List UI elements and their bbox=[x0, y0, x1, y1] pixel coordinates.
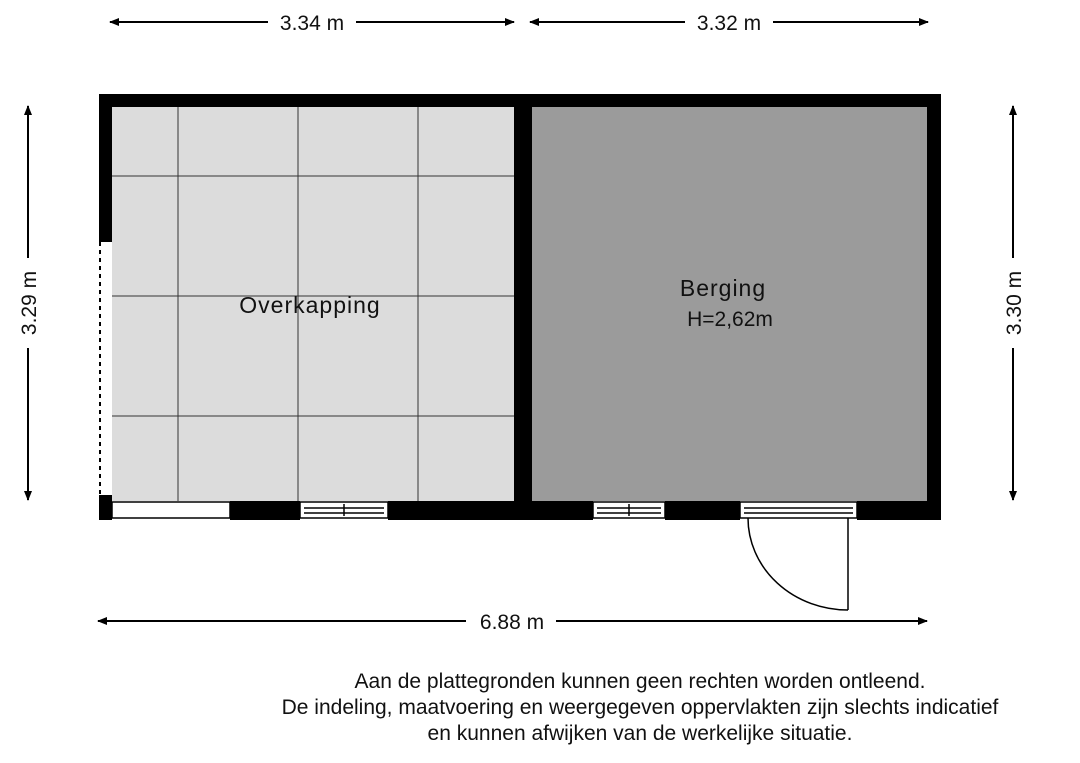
dimension-bottom bbox=[98, 611, 927, 634]
dimension-right-label: 3.30 m bbox=[1003, 270, 1026, 336]
room-label-overkapping: Overkapping bbox=[239, 292, 381, 318]
disclaimer-line-3: en kunnen afwijken van de werkelijke situatie. bbox=[427, 722, 853, 745]
dimension-left-label: 3.29 m bbox=[18, 270, 41, 336]
dimension-top-left bbox=[110, 12, 514, 35]
dimension-left bbox=[18, 106, 41, 500]
dimension-right bbox=[1003, 106, 1026, 500]
dimension-top-right-label: 3.32 m bbox=[696, 12, 762, 35]
window-overkapping bbox=[300, 502, 388, 518]
disclaimer bbox=[200, 669, 1080, 747]
room-height-berging: H=2,62m bbox=[687, 308, 773, 331]
berging-floor bbox=[532, 107, 927, 501]
room-label-berging: Berging bbox=[679, 275, 767, 301]
disclaimer-line-2: De indeling, maatvoering en weergegeven oppervlakten zijn slechts indicatief bbox=[281, 696, 999, 719]
door bbox=[740, 502, 857, 610]
window-berging bbox=[593, 502, 665, 518]
dimension-top-left-label: 3.34 m bbox=[279, 12, 345, 35]
opening bbox=[112, 502, 230, 518]
dimension-top-right bbox=[530, 12, 928, 35]
disclaimer-line-1: Aan de plattegronden kunnen geen rechten worden ontleend. bbox=[354, 670, 926, 693]
dimension-bottom-label: 6.88 m bbox=[479, 611, 545, 634]
